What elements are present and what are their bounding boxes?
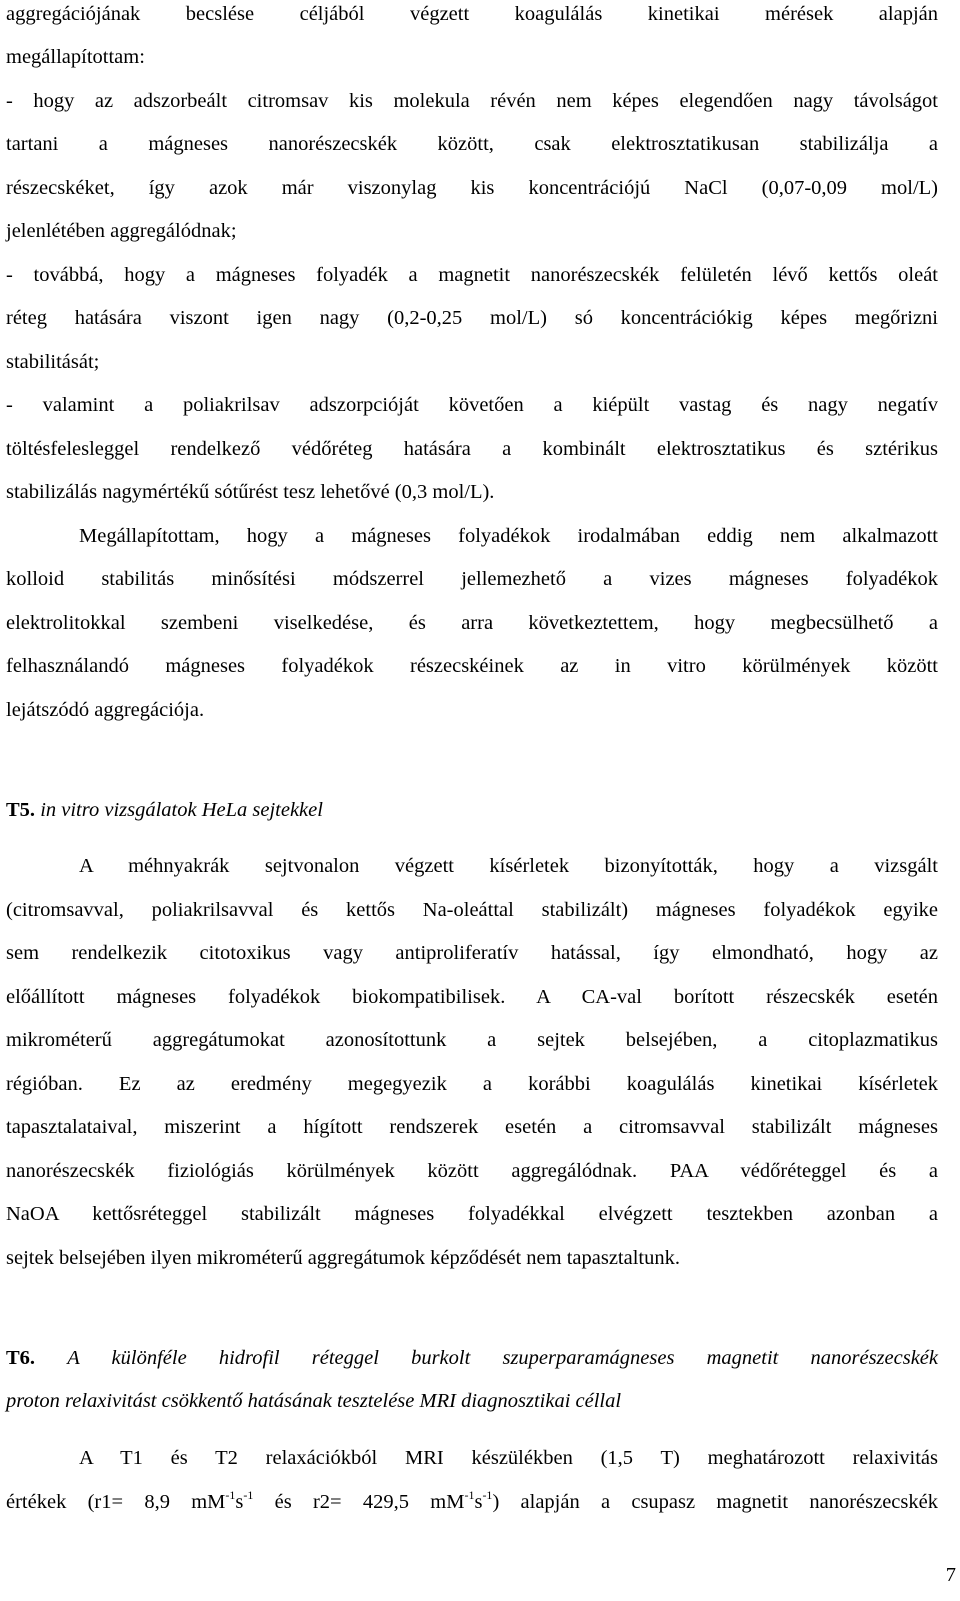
text-line: töltésfelesleggel rendelkező védőréteg hatására a kombinált elektrosztatikus és sztérikus bbox=[6, 438, 938, 460]
text-line: előállított mágneses folyadékok biokompatibilisek. A CA-val borított részecskék esetén bbox=[6, 986, 938, 1008]
superscript: -1 bbox=[482, 1488, 493, 1502]
text-line: stabilizálás nagymértékű sótűrést tesz lehetővé (0,3 mol/L). bbox=[6, 481, 495, 503]
text-run: s bbox=[235, 1491, 244, 1513]
text-line: réteg hatására viszont igen nagy (0,2-0,25 mol/L) só koncentrációkig képes megőrizni bbox=[6, 307, 938, 329]
page-number: 7 bbox=[945, 1564, 956, 1586]
text-line: (citromsavval, poliakrilsavval és kettős Na-oleáttal stabilizált) mágneses folyadékok egyike bbox=[6, 899, 938, 921]
text-line: tapasztalataival, miszerint a hígított rendszerek esetén a citromsavval stabilizált mágneses bbox=[6, 1116, 938, 1138]
text-line: NaOA kettősréteggel stabilizált mágneses folyadékkal elvégzett tesztekben azonban a bbox=[6, 1203, 938, 1225]
text-line: Megállapítottam, hogy a mágneses folyadékok irodalmában eddig nem alkalmazott bbox=[79, 525, 938, 547]
heading-title: in vitro vizsgálatok HeLa sejtekkel bbox=[40, 799, 323, 821]
section-heading-t5 bbox=[6, 797, 938, 823]
text-line: régióban. Ez az eredmény megegyezik a korábbi koagulálás kinetikai kísérletek bbox=[6, 1073, 938, 1095]
heading-label: T5. bbox=[6, 799, 36, 821]
heading-label: T6. bbox=[6, 1347, 36, 1369]
text-line: elektrolitokkal szembeni viselkedése, és arra következtettem, hogy megbecsülhető a bbox=[6, 612, 938, 634]
text-line: nanorészecskék fiziológiás körülmények között aggregálódnak. PAA védőréteggel és a bbox=[6, 1160, 938, 1182]
superscript: -1 bbox=[464, 1488, 475, 1502]
section-heading-t6-line2: proton relaxivitást csökkentő hatásának tesztelése MRI diagnosztikai céllal bbox=[6, 1390, 622, 1412]
text-line: A T1 és T2 relaxációkból MRI készülékben (1,5 T) meghatározott relaxivitás bbox=[79, 1447, 938, 1469]
text-line: sejtek belsejében ilyen mikrométerű aggregátumok képződését nem tapasztaltunk. bbox=[6, 1247, 680, 1269]
section-heading-t6 bbox=[6, 1345, 938, 1371]
text-line-with-units bbox=[6, 1489, 938, 1515]
text-run: ) alapján a csupasz magnetit nanorészecskék bbox=[492, 1491, 938, 1513]
text-line: A méhnyakrák sejtvonalon végzett kísérletek bizonyították, hogy a vizsgált bbox=[79, 855, 938, 877]
text-line: felhasználandó mágneses folyadékok részecskéinek az in vitro körülmények között bbox=[6, 655, 938, 677]
text-line: részecskéket, így azok már viszonylag kis koncentrációjú NaCl (0,07-0,09 mol/L) bbox=[6, 177, 938, 199]
text-line: aggregációjának becslése céljából végzett koagulálás kinetikai mérések alapján bbox=[6, 3, 938, 25]
text-line: tartani a mágneses nanorészecskék között, csak elektrosztatikusan stabilizálja a bbox=[6, 133, 938, 155]
text-line: stabilitását; bbox=[6, 351, 100, 373]
heading-title: A különféle hidrofil réteggel burkolt szuperparamágneses magnetit nanorészecskék bbox=[67, 1347, 938, 1369]
text-line: mikrométerű aggregátumokat azonosítottunk a sejtek belsejében, a citoplazmatikus bbox=[6, 1029, 938, 1051]
text-line: - hogy az adszorbeált citromsav kis molekula révén nem képes elegendően nagy távolságot bbox=[6, 90, 938, 112]
text-line: lejátszódó aggregációja. bbox=[6, 699, 205, 721]
text-line: jelenlétében aggregálódnak; bbox=[6, 220, 237, 242]
text-run: és r2= 429,5 mM bbox=[253, 1491, 465, 1513]
text-line: - valamint a poliakrilsav adszorpcióját követően a kiépült vastag és nagy negatív bbox=[6, 394, 938, 416]
text-line: kolloid stabilitás minősítési módszerrel jellemezhető a vizes mágneses folyadékok bbox=[6, 568, 938, 590]
superscript: -1 bbox=[243, 1488, 254, 1502]
superscript: -1 bbox=[225, 1488, 236, 1502]
text-line: megállapítottam: bbox=[6, 46, 145, 68]
text-line: - továbbá, hogy a mágneses folyadék a magnetit nanorészecskék felületén lévő kettős oleát bbox=[6, 264, 938, 286]
text-run: s bbox=[474, 1491, 483, 1513]
text-run: értékek (r1= 8,9 mM bbox=[6, 1491, 226, 1513]
text-line: sem rendelkezik citotoxikus vagy antiproliferatív hatással, így elmondható, hogy az bbox=[6, 942, 938, 964]
